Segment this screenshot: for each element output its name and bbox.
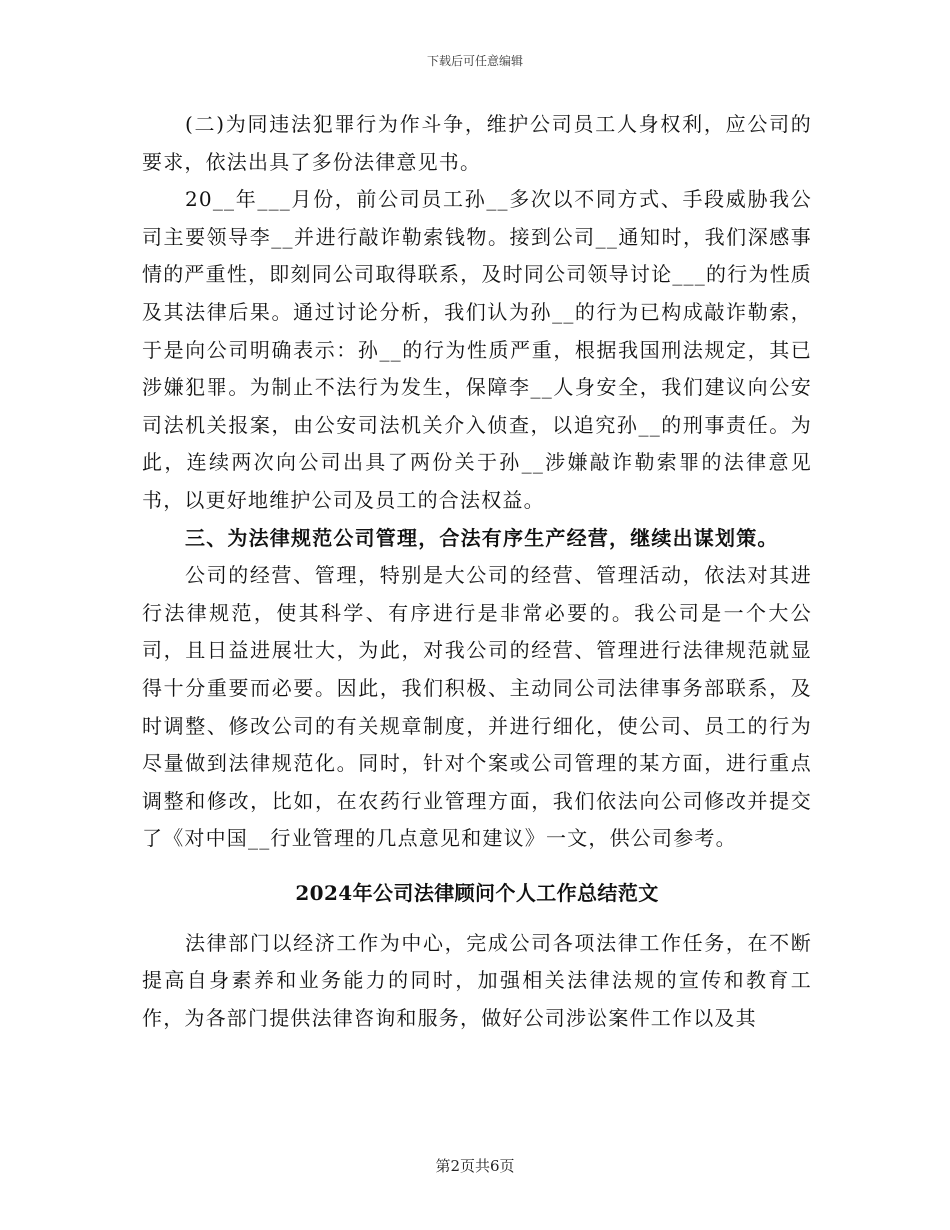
paragraph-legal-opinions: (二)为同违法犯罪行为作斗争，维护公司员工人身权利，应公司的要求，依法出具了多份法律意见书。 <box>142 112 812 174</box>
page-header: 下载后可任意编辑 <box>426 54 523 68</box>
document-body <box>142 106 812 1038</box>
paragraph-legal-department: 法律部门以经济工作为中心，完成公司各项法律工作任务，在不断提高自身素养和业务能力的同时，加强相关法律法规的宣传和教育工作，为各部门提供法律咨询和服务，做好公司涉讼案件工作以及其 <box>142 930 812 1031</box>
page-footer: 第2页共6页 <box>435 1157 515 1175</box>
paragraph-extortion-case: 20__年___月份，前公司员工孙__多次以不同方式、手段威胁我公司主要领导李__并进行敲诈勒索钱物。接到公司__通知时，我们深感事情的严重性，即刻同公司取得联系，及时同公司领导讨论___的行为性质及其法律后果。通过讨论分析，我们认为孙__的行为已构成敲诈勒索，于是向公司明确表示：孙__的行为性质严重，根据我国刑法规定，其已涉嫌犯罪。为制止不法行为发生，保障李__人身安全，我们建议向公安司法机关报案，由公安司法机关介入侦查，以追究孙__的刑事责任。为此，连续两次向公司出具了两份关于孙__涉嫌敲诈勒索罪的法律意见书，以更好地维护公司及员工的合法权益。 <box>142 187 812 512</box>
paragraph-management-regulation: 公司的经营、管理，特别是大公司的经营、管理活动，依法对其进行法律规范，使其科学、有序进行是非常必要的。我公司是一个大公司，且日益进展壮大，为此，对我公司的经营、管理进行法律规范就显得十分重要而必要。因此，我们积极、主动同公司法律事务部联系，及时调整、修改公司的有关规章制度，并进行细化，使公司、员工的行为尽量做到法律规范化。同时，针对个案或公司管理的某方面，进行重点调整和修改，比如，在农药行业管理方面，我们依法向公司修改并提交了《对中国__行业管理的几点意见和建议》一文，供公司参考。 <box>142 563 812 851</box>
document-title: 2024年公司法律顾问个人工作总结范文 <box>295 880 659 905</box>
section-heading: 三、为法律规范公司管理，合法有序生产经营，继续出谋划策。 <box>185 525 779 550</box>
